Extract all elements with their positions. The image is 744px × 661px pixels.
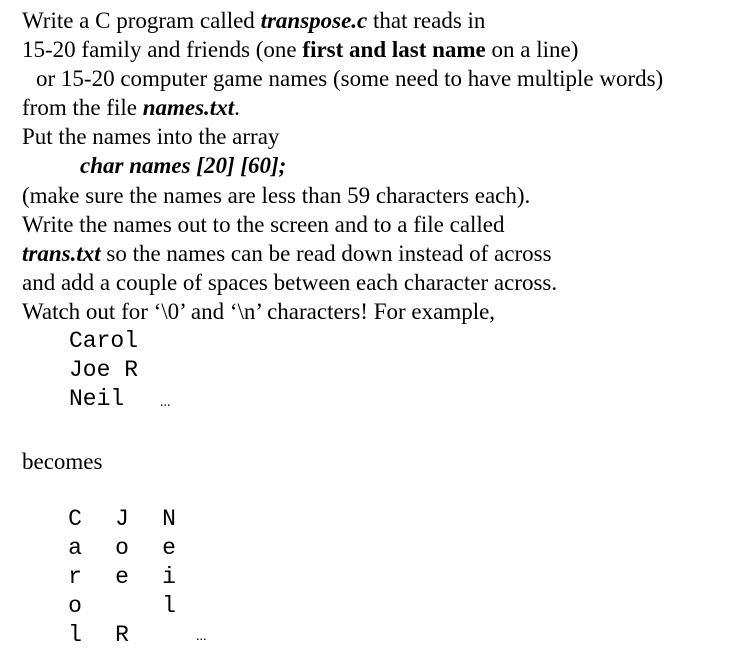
text: Watch out for ‘\0’ and ‘\n’ characters! For example, (22, 299, 496, 324)
output-char: o (68, 593, 82, 619)
paragraph-line-11 (22, 297, 495, 326)
output-char: l (162, 593, 176, 619)
example-input-line-1: Carol (69, 328, 139, 354)
text: becomes (22, 449, 103, 474)
output-char: N (162, 506, 176, 532)
example-input-line-3: Neil (69, 386, 125, 412)
example-input-line-2: Joe R (69, 357, 139, 383)
paragraph-line-3 (36, 64, 663, 93)
paragraph-line-4 (22, 93, 240, 122)
becomes-label (22, 447, 102, 476)
emphasis-first-last-name: first and last name (302, 37, 486, 62)
ellipsis: ... (160, 395, 171, 410)
output-char: i (162, 564, 176, 590)
output-char: e (162, 535, 176, 561)
output-char: a (68, 535, 82, 561)
output-char: J (115, 506, 129, 532)
text: or 15-20 computer game names (some need to have multiple words) (36, 66, 664, 91)
array-declaration (80, 151, 286, 180)
text: on a line) (485, 37, 579, 62)
text: Put the names into the array (22, 124, 280, 149)
paragraph-line-9 (22, 239, 552, 268)
paragraph-line-10 (22, 268, 557, 297)
text: so the names can be read down instead of across (100, 241, 552, 266)
filename-trans: trans.txt (22, 241, 101, 266)
output-char: o (115, 535, 129, 561)
output-char: l (68, 622, 82, 648)
paragraph-line-2 (22, 35, 578, 64)
output-char (158, 621, 180, 650)
output-column-2 (111, 505, 133, 650)
filename-transpose: transpose.c (260, 8, 368, 33)
text: Write the names out to the screen and to a file called (22, 212, 505, 237)
output-char: R (115, 622, 129, 648)
paragraph-line-5 (22, 122, 279, 151)
text: that reads in (367, 8, 486, 33)
code-declaration: char names [20] [60]; (80, 153, 287, 178)
paragraph-line-7 (22, 181, 530, 210)
output-column-3 (158, 505, 180, 650)
output-char: e (115, 564, 129, 590)
text: 15-20 family and friends (one (22, 37, 303, 62)
text: . (234, 95, 240, 120)
output-column-1 (64, 505, 86, 650)
filename-names: names.txt (142, 95, 235, 120)
output-char: C (68, 506, 82, 532)
ellipsis: ... (196, 629, 207, 644)
text: Write a C program called (22, 8, 261, 33)
paragraph-line-1 (22, 6, 485, 35)
output-char (111, 592, 133, 621)
text: (make sure the names are less than 59 characters each). (22, 183, 531, 208)
text: from the file (22, 95, 143, 120)
text: and add a couple of spaces between each character across. (22, 270, 558, 295)
paragraph-line-8 (22, 210, 505, 239)
output-char: r (68, 564, 82, 590)
